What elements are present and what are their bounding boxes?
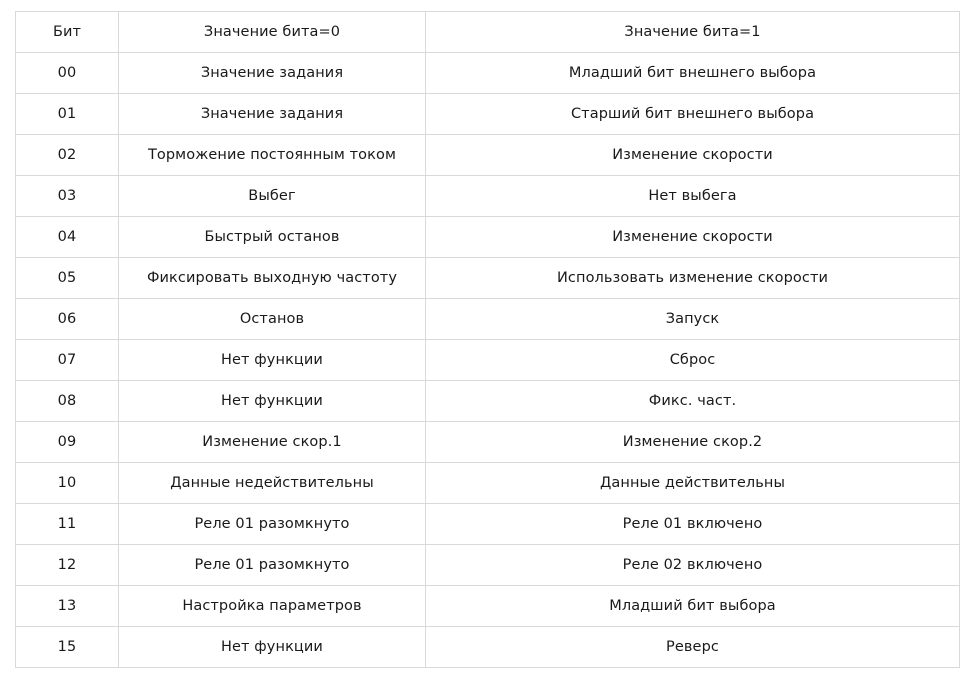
cell-value-1: Реверс	[426, 627, 960, 668]
cell-value-0: Изменение скор.1	[119, 422, 426, 463]
table-row	[16, 504, 960, 545]
header-cell-bit: Бит	[16, 12, 119, 53]
table-header	[16, 12, 960, 53]
cell-bit: 13	[16, 586, 119, 627]
cell-bit: 04	[16, 217, 119, 258]
table-row	[16, 299, 960, 340]
table-row	[16, 258, 960, 299]
cell-value-1: Изменение скор.2	[426, 422, 960, 463]
cell-bit: 08	[16, 381, 119, 422]
cell-value-0: Реле 01 разомкнуто	[119, 504, 426, 545]
cell-value-1: Данные действительны	[426, 463, 960, 504]
cell-bit: 03	[16, 176, 119, 217]
cell-value-0: Торможение постоянным током	[119, 135, 426, 176]
cell-value-1: Младший бит выбора	[426, 586, 960, 627]
control-word-bit-table	[15, 11, 960, 668]
table-row	[16, 422, 960, 463]
cell-value-0: Выбег	[119, 176, 426, 217]
cell-bit: 05	[16, 258, 119, 299]
table-row	[16, 545, 960, 586]
cell-value-1: Запуск	[426, 299, 960, 340]
header-cell-value-0: Значение бита=0	[119, 12, 426, 53]
cell-value-1: Фикс. част.	[426, 381, 960, 422]
table-row	[16, 135, 960, 176]
table-row	[16, 381, 960, 422]
cell-value-0: Фиксировать выходную частоту	[119, 258, 426, 299]
table-row	[16, 217, 960, 258]
cell-bit: 07	[16, 340, 119, 381]
cell-value-0: Настройка параметров	[119, 586, 426, 627]
header-row	[16, 12, 960, 53]
cell-bit: 09	[16, 422, 119, 463]
cell-value-0: Нет функции	[119, 381, 426, 422]
cell-value-1: Нет выбега	[426, 176, 960, 217]
cell-bit: 06	[16, 299, 119, 340]
cell-value-1: Сброс	[426, 340, 960, 381]
cell-bit: 15	[16, 627, 119, 668]
cell-bit: 12	[16, 545, 119, 586]
cell-bit: 10	[16, 463, 119, 504]
cell-value-0: Значение задания	[119, 94, 426, 135]
cell-bit: 00	[16, 53, 119, 94]
table-row	[16, 586, 960, 627]
control-word-table-container	[15, 11, 959, 668]
cell-value-0: Реле 01 разомкнуто	[119, 545, 426, 586]
cell-value-0: Данные недействительны	[119, 463, 426, 504]
cell-value-0: Нет функции	[119, 340, 426, 381]
table-row	[16, 53, 960, 94]
cell-bit: 11	[16, 504, 119, 545]
cell-value-0: Останов	[119, 299, 426, 340]
cell-value-1: Реле 01 включено	[426, 504, 960, 545]
cell-value-0: Значение задания	[119, 53, 426, 94]
cell-value-1: Изменение скорости	[426, 217, 960, 258]
cell-value-1: Изменение скорости	[426, 135, 960, 176]
cell-value-1: Младший бит внешнего выбора	[426, 53, 960, 94]
cell-value-1: Использовать изменение скорости	[426, 258, 960, 299]
cell-value-0: Быстрый останов	[119, 217, 426, 258]
table-row	[16, 463, 960, 504]
cell-value-1: Старший бит внешнего выбора	[426, 94, 960, 135]
cell-bit: 01	[16, 94, 119, 135]
cell-bit: 02	[16, 135, 119, 176]
table-row	[16, 340, 960, 381]
cell-value-0: Нет функции	[119, 627, 426, 668]
table-body	[16, 53, 960, 668]
table-row	[16, 176, 960, 217]
header-cell-value-1: Значение бита=1	[426, 12, 960, 53]
cell-value-1: Реле 02 включено	[426, 545, 960, 586]
table-row	[16, 94, 960, 135]
table-row	[16, 627, 960, 668]
